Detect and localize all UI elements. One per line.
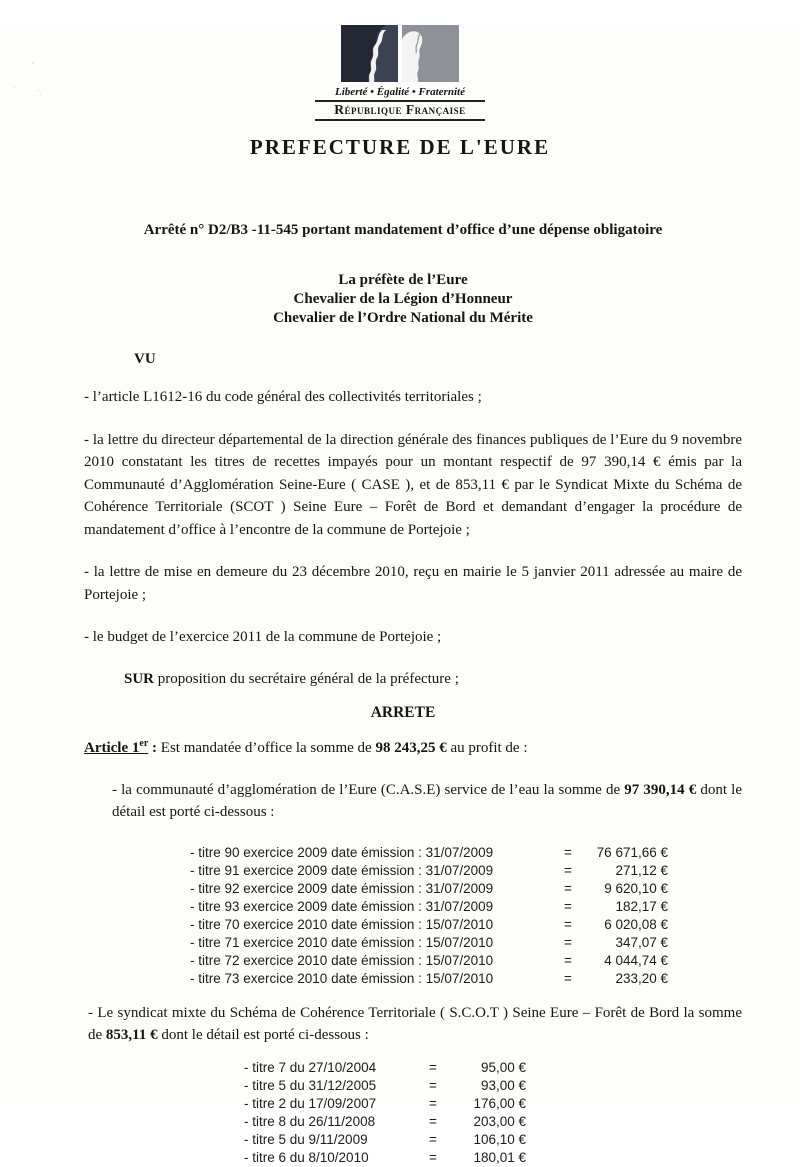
sur-label: SUR [124,670,155,687]
titre-row [244,1059,526,1077]
titre-label: - titre 72 exercice 2010 date émission : 15/07/2010 [190,952,494,968]
equals-sign: = [564,880,572,896]
titre-row [244,1131,526,1149]
case-text-after: dont le détail est porté ci-dessous : [112,781,742,821]
titre-amount: 6 020,08 € [604,916,668,932]
total-amount: 98 243,25 € [375,739,447,756]
equals-sign: = [564,898,572,914]
arrete-heading: ARRETE [370,703,436,721]
titre-row [190,898,668,916]
titre-row [190,862,668,880]
titre-amount: 233,20 € [615,970,668,986]
equals-sign: = [564,916,572,932]
article-1-label: Article 1er [84,737,149,756]
titre-row [190,880,668,898]
titre-amount: 95,00 € [480,1059,526,1075]
equals-sign: = [564,952,572,968]
authority-line: Chevalier de la Légion d’Honneur [293,290,513,307]
titre-amount: 9 620,10 € [604,880,668,896]
case-amount: 97 390,14 € [624,781,697,798]
titre-label: - titre 6 du 8/10/2010 [244,1149,369,1165]
titre-row [190,952,668,970]
scot-amount: 853,11 € [105,1027,158,1044]
article-1-text-after: au profit de : [446,739,528,756]
scot-paragraph [88,1002,742,1047]
case-paragraph [112,779,742,824]
titre-amount: 76 671,66 € [596,844,668,860]
titre-label: - titre 73 exercice 2010 date émission : 15/07/2010 [190,970,494,986]
titre-label: - titre 93 exercice 2009 date émission : 31/07/2009 [190,898,494,914]
scot-text-after: dont le détail est porté ci-dessous : [157,1027,369,1044]
titre-label: - titre 70 exercice 2010 date émission : 15/07/2010 [190,916,494,932]
titre-amount: 180,01 € [473,1149,526,1165]
visa-lettre-dgfip: - la lettre du directeur départemental de la direction générale des finances publiques de l’Eure du 9 novembre 2010 constatant les titres de recettes impayés pour un montant respectif de 97 390,14 € émis par la Communauté d’Agglomération Seine-Eure ( CASE ), et de 853,11 € par le Syndicat Mixte du Schéma de Cohérence Territoriale (SCOT ) Seine Eure – Forêt de Bord et demandant d’engager la procédure de mandatement d’office à l’encontre de la commune de Portejoie ; [84,431,742,538]
prefecture-title: PREFECTURE DE L'EURE [249,135,551,159]
titre-row [190,934,668,952]
authority-line: La préfète de l’Eure [338,272,468,288]
scanned-document-page [0,25,800,1165]
equals-sign: = [429,1095,437,1111]
scot-titres-table [244,1059,526,1167]
authority-block [64,271,742,327]
titre-row [244,1095,526,1113]
titre-amount: 176,00 € [473,1095,526,1111]
logo-republic-label: République Française [315,100,485,121]
equals-sign: = [564,862,572,878]
titre-label: - titre 71 exercice 2010 date émission : 15/07/2010 [190,934,494,950]
equals-sign: = [564,970,572,986]
titre-label: - titre 90 exercice 2009 date émission : 31/07/2009 [190,844,494,860]
scan-speck: ` [28,60,36,74]
marianne-logo-icon [315,25,485,83]
titre-label: - titre 91 exercice 2009 date émission : 31/07/2009 [190,862,494,878]
titre-label: - titre 5 du 31/12/2005 [244,1077,377,1093]
titre-row [244,1077,526,1095]
titre-row [244,1113,526,1131]
titre-row [244,1149,526,1167]
titre-label: - titre 7 du 27/10/2004 [244,1059,377,1075]
sur-line [124,671,742,688]
vu-label: VU [134,351,156,368]
titre-label: - titre 8 du 26/11/2008 [244,1113,376,1129]
decree-title: Arrêté n° D2/B3 -11-545 portant mandatement d’office d’une dépense obligatoire [143,222,663,238]
case-text-before: - la communauté d’agglomération de l’Eure (C.A.S.E) service de l’eau la somme de [112,781,625,798]
equals-sign: = [429,1131,437,1147]
titre-amount: 106,10 € [473,1131,526,1147]
authority-line: Chevalier de l’Ordre National du Mérite [273,309,533,326]
republique-francaise-logo [315,25,485,121]
titre-label: - titre 5 du 9/11/2009 [244,1131,368,1147]
titre-label: - titre 92 exercice 2009 date émission : 31/07/2009 [190,880,494,896]
equals-sign: = [564,934,572,950]
titre-label: - titre 2 du 17/09/2007 [244,1095,377,1111]
titre-amount: 4 044,74 € [604,952,668,968]
titre-amount: 93,00 € [480,1077,526,1093]
logo-motto: Liberté • Égalité • Fraternité [335,86,465,98]
titre-row [190,970,668,988]
equals-sign: = [429,1059,437,1075]
titre-row [190,916,668,934]
article-1 [84,738,742,757]
equals-sign: = [429,1077,437,1093]
document-body [0,222,800,1167]
scot-text-before: - Le syndicat mixte du Schéma de Cohérence Territoriale ( S.C.O.T ) Seine Eure – Forêt de Bord la somme de [88,1004,742,1044]
visa-budget: - le budget de l’exercice 2011 de la commune de Portejoie ; [84,629,442,646]
scan-speck: ' [14,85,16,94]
titre-row [190,844,668,862]
equals-sign: = [429,1113,437,1129]
equals-sign: = [564,844,572,860]
visa-article: - l’article L1612-16 du code général des collectivités territoriales ; [84,389,482,406]
article-1-colon: : [148,739,161,756]
titre-amount: 271,12 € [615,862,668,878]
equals-sign: = [429,1149,437,1165]
scan-speck: '. [38,88,42,97]
titre-amount: 347,07 € [615,934,668,950]
visa-mise-en-demeure: - la lettre de mise en demeure du 23 décembre 2010, reçu en mairie le 5 janvier 2011 adressée au maire de Portejoie ; [84,564,742,603]
case-titres-table [190,844,668,988]
sur-text: proposition du secrétaire général de la préfecture ; [154,670,459,687]
titre-amount: 203,00 € [473,1113,526,1129]
article-1-text-before: Est mandatée d’office la somme de [160,739,376,756]
titre-amount: 182,17 € [615,898,668,914]
